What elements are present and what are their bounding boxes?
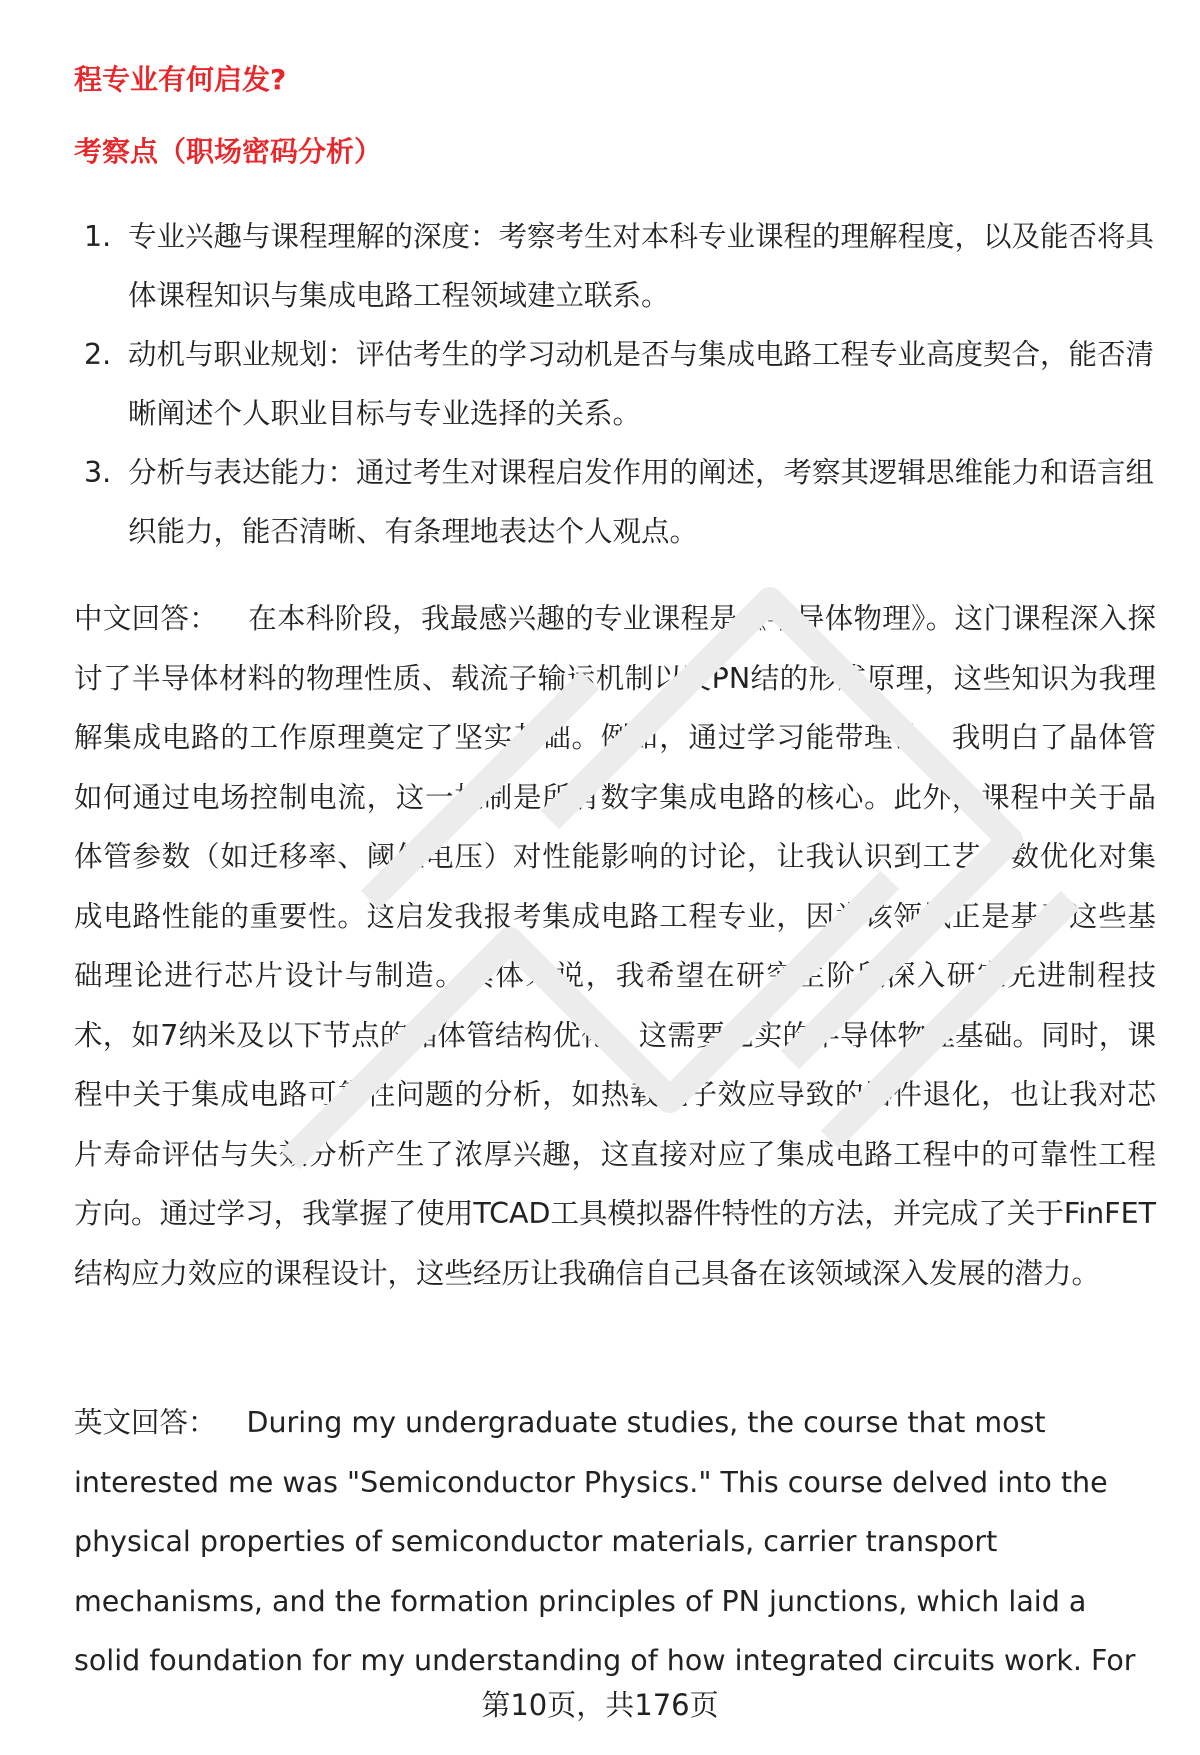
exam-points-list xyxy=(74,207,1156,561)
chinese-answer-text: 在本科阶段，我最感兴趣的专业课程是《半导体物理》。这门课程深入探讨了半导体材料的物理性质、载流子输运机制以及PN结的形成原理，这些知识为我理解集成电路的工作原理奠定了坚实基础。例如，通过学习能带理论，我明白了晶体管如何通过电场控制电流，这一机制是所有数字集成电路的核心。此外，课程中关于晶体管参数（如迁移率、阈值电压）对性能影响的讨论，让我认识到工艺参数优化对集成电路性能的重要性。这启发我报考集成电路工程专业，因为该领域正是基于这些基础理论进行芯片设计与制造。具体来说，我希望在研究生阶段深入研究先进制程技术，如7纳米及以下节点的晶体管结构优化，这需要扎实的半导体物理基础。同时，课程中关于集成电路可靠性问题的分析，如热载流子效应导致的器件退化，也让我对芯片寿命评估与失效分析产生了浓厚兴趣，这直接对应了集成电路工程中的可靠性工程方向。通过学习，我掌握了使用TCAD工具模拟器件特性的方法，并完成了关于FinFET结构应力效应的课程设计，这些经历让我确信自己具备在该领域深入发展的潜力。 xyxy=(74,602,1156,1290)
exam-point-text: 专业兴趣与课程理解的深度：考察考生对本科专业课程的理解程度，以及能否将具体课程知识与集成电路工程领域建立联系。 xyxy=(128,220,1155,312)
english-answer-label: 英文回答： xyxy=(74,1406,217,1439)
chinese-answer-paragraph xyxy=(74,589,1156,1303)
question-heading: 程专业有何启发? xyxy=(74,63,287,96)
exam-point-number: 3. xyxy=(84,456,112,489)
exam-point-number: 1. xyxy=(84,220,112,253)
exam-point-text: 分析与表达能力：通过考生对课程启发作用的阐述，考察其逻辑思维能力和语言组织能力，能否清晰、有条理地表达个人观点。 xyxy=(128,456,1155,548)
english-answer-text: During my undergraduate studies, the course that most interested me was "Semiconductor Physics." This course delved into the physical properties of semiconductor materials, carrier transport mechanisms, and the formation principles of PN junctions, which laid a solid foundation for my understanding of how integrated circuits work. For xyxy=(74,1406,1136,1677)
page-number-footer: 第10页，共176页 xyxy=(481,1688,719,1722)
exam-point-item xyxy=(74,207,1156,325)
exam-point-item xyxy=(74,325,1156,443)
chinese-answer-label: 中文回答： xyxy=(74,602,219,635)
exam-point-number: 2. xyxy=(84,338,112,371)
exam-points-title: 考察点（职场密码分析） xyxy=(74,135,383,168)
exam-point-item xyxy=(74,443,1156,561)
english-answer-paragraph xyxy=(74,1393,1156,1691)
exam-point-text: 动机与职业规划：评估考生的学习动机是否与集成电路工程专业高度契合，能否清晰阐述个人职业目标与专业选择的关系。 xyxy=(128,338,1155,430)
